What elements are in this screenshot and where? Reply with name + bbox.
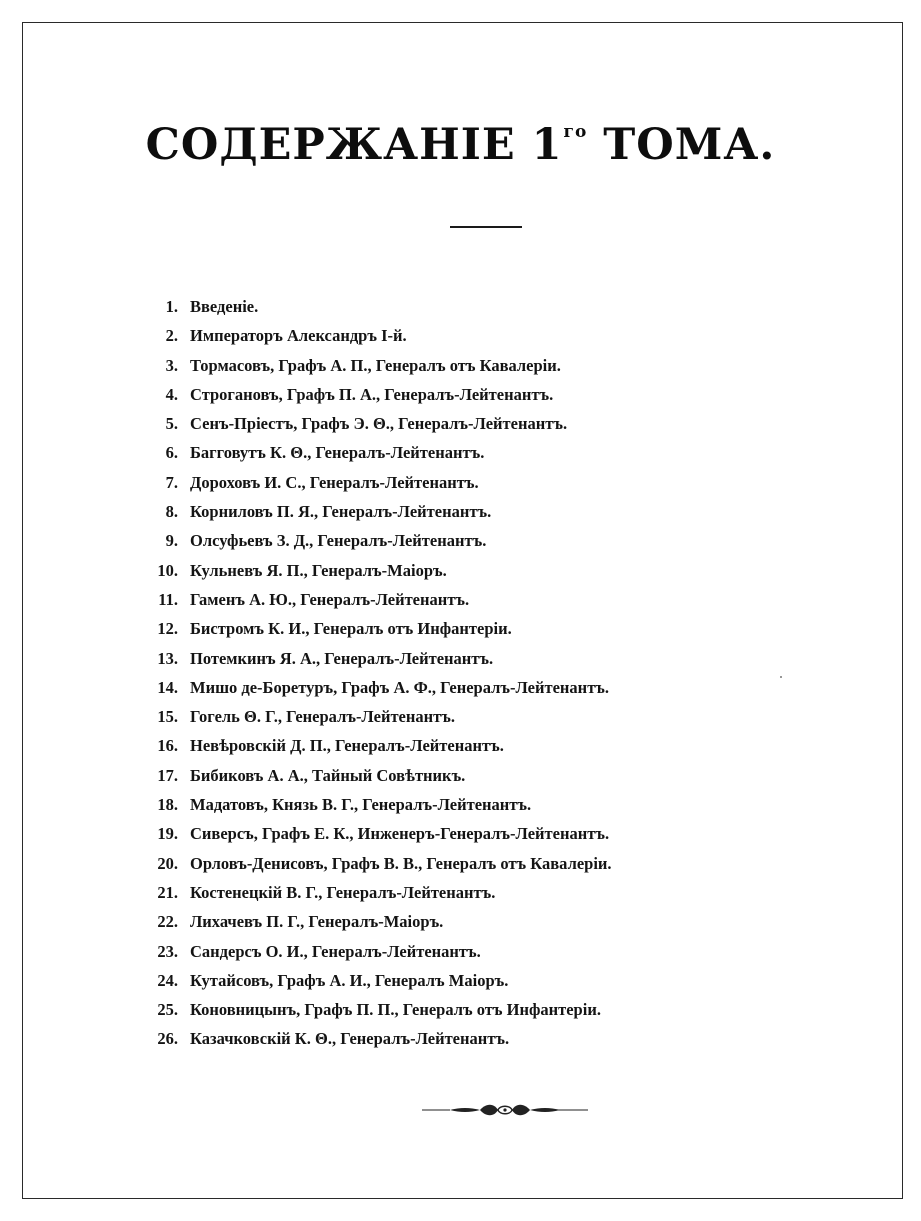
toc-entry-title: Коновницынъ, Графъ П. П., Генералъ отъ Инфантеріи. [190,1000,601,1020]
toc-entry-title: Строгановъ, Графъ П. А., Генералъ-Лейтенантъ. [190,384,554,404]
toc-entry [0,995,921,1024]
toc-entry-number: 26. [157,1029,178,1049]
title-tail: ТОМА. [587,120,776,170]
toc-entry-number: 12. [157,619,178,639]
toc-entry-title: Гогель Θ. Г., Генералъ-Лейтенантъ. [190,707,455,727]
toc-entry-number: 24. [157,970,178,990]
toc-entry-number: 15. [157,707,178,727]
title-main: СОДЕРЖАНІЕ 1 [145,120,563,170]
toc-entry [0,556,921,585]
toc-entry-title: Бибиковъ А. А., Тайный Совѣтникъ. [190,765,466,785]
toc-entry-title: Багговутъ К. Θ., Генералъ-Лейтенантъ. [190,443,485,463]
table-of-contents [0,292,921,1054]
toc-entry-title: Корниловъ П. Я., Генералъ-Лейтенантъ. [190,502,492,522]
toc-entry-number: 7. [165,472,178,492]
toc-entry [0,849,921,878]
print-speck [780,676,782,678]
toc-entry-number: 8. [165,502,178,522]
toc-entry [0,497,921,526]
toc-entry-title: Лихачевъ П. Г., Генералъ-Маіоръ. [190,912,444,932]
toc-entry [0,702,921,731]
title-superscript: го [563,122,588,142]
toc-entry [0,907,921,936]
toc-entry-title: Мадатовъ, Князь В. Г., Генералъ-Лейтенантъ. [190,795,532,815]
toc-entry [0,526,921,555]
toc-entry-title: Императоръ Александръ I-й. [190,326,407,346]
toc-entry-number: 11. [158,589,178,609]
toc-entry-number: 2. [165,326,178,346]
toc-entry-number: 20. [157,853,178,873]
toc-entry-number: 1. [165,297,178,316]
toc-entry-title: Бистромъ К. И., Генералъ отъ Инфантеріи. [190,619,512,639]
toc-entry-number: 23. [157,941,178,961]
toc-entry-number: 3. [165,355,178,375]
toc-entry-number: 18. [157,795,178,815]
toc-entry [0,380,921,409]
toc-entry [0,761,921,790]
toc-entry-number: 13. [157,648,178,668]
page-title [0,120,921,170]
toc-entry-title: Потемкинъ Я. А., Генералъ-Лейтенантъ. [190,648,494,668]
toc-entry-title: Кульневъ Я. П., Генералъ-Маіоръ. [190,560,447,580]
ornament-divider-icon [420,1100,590,1120]
toc-entry-title: Мишо де-Боретуръ, Графъ А. Ф., Генералъ-Лейтенантъ. [190,677,610,697]
toc-entry [0,351,921,380]
toc-entry [0,321,921,350]
toc-entry [0,790,921,819]
toc-entry [0,438,921,467]
toc-entry-title: Орловъ-Денисовъ, Графъ В. В., Генералъ отъ Кавалеріи. [190,853,612,873]
title-divider-rule [450,226,522,228]
toc-entry-number: 17. [157,765,178,785]
toc-entry [0,878,921,907]
toc-entry-number: 6. [165,443,178,463]
toc-entry-number: 25. [157,1000,178,1020]
toc-entry [0,966,921,995]
toc-entry-number: 19. [157,824,178,844]
toc-entry-number: 14. [157,677,178,697]
toc-entry-title: Сиверсъ, Графъ Е. К., Инженеръ-Генералъ-Лейтенантъ. [190,824,610,844]
toc-entry-title: Кутайсовъ, Графъ А. И., Генералъ Маіоръ. [190,970,509,990]
toc-entry-title: Невѣровскій Д. П., Генералъ-Лейтенантъ. [190,736,504,756]
toc-entry-title: Казачковскій К. Θ., Генералъ-Лейтенантъ. [190,1029,510,1049]
toc-entry [0,937,921,966]
toc-entry-number: 5. [165,414,178,434]
toc-entry-title: Введеніе. [190,297,259,316]
toc-entry [0,614,921,643]
toc-entry-number: 16. [157,736,178,756]
toc-entry [0,731,921,760]
toc-entry [0,468,921,497]
toc-entry-title: Дороховъ И. С., Генералъ-Лейтенантъ. [190,472,479,492]
toc-entry-number: 10. [157,560,178,580]
toc-entry-title: Гаменъ А. Ю., Генералъ-Лейтенантъ. [190,589,470,609]
toc-entry [0,819,921,848]
toc-entry [0,292,921,321]
toc-entry-title: Тормасовъ, Графъ А. П., Генералъ отъ Кавалеріи. [190,355,561,375]
toc-entry-title: Олсуфьевъ З. Д., Генералъ-Лейтенантъ. [190,531,487,551]
toc-entry-number: 22. [157,912,178,932]
toc-entry [0,673,921,702]
toc-entry-title: Сандерсъ О. И., Генералъ-Лейтенантъ. [190,941,481,961]
toc-entry-title: Костенецкій В. Г., Генералъ-Лейтенантъ. [190,882,496,902]
toc-entry [0,409,921,438]
toc-entry [0,585,921,614]
toc-entry [0,644,921,673]
toc-entry-number: 21. [157,882,178,902]
toc-entry [0,1024,921,1053]
toc-entry-number: 9. [165,531,178,551]
toc-entry-number: 4. [165,384,178,404]
toc-entry-title: Сенъ-Пріестъ, Графъ Э. Θ., Генералъ-Лейтенантъ. [190,414,568,434]
